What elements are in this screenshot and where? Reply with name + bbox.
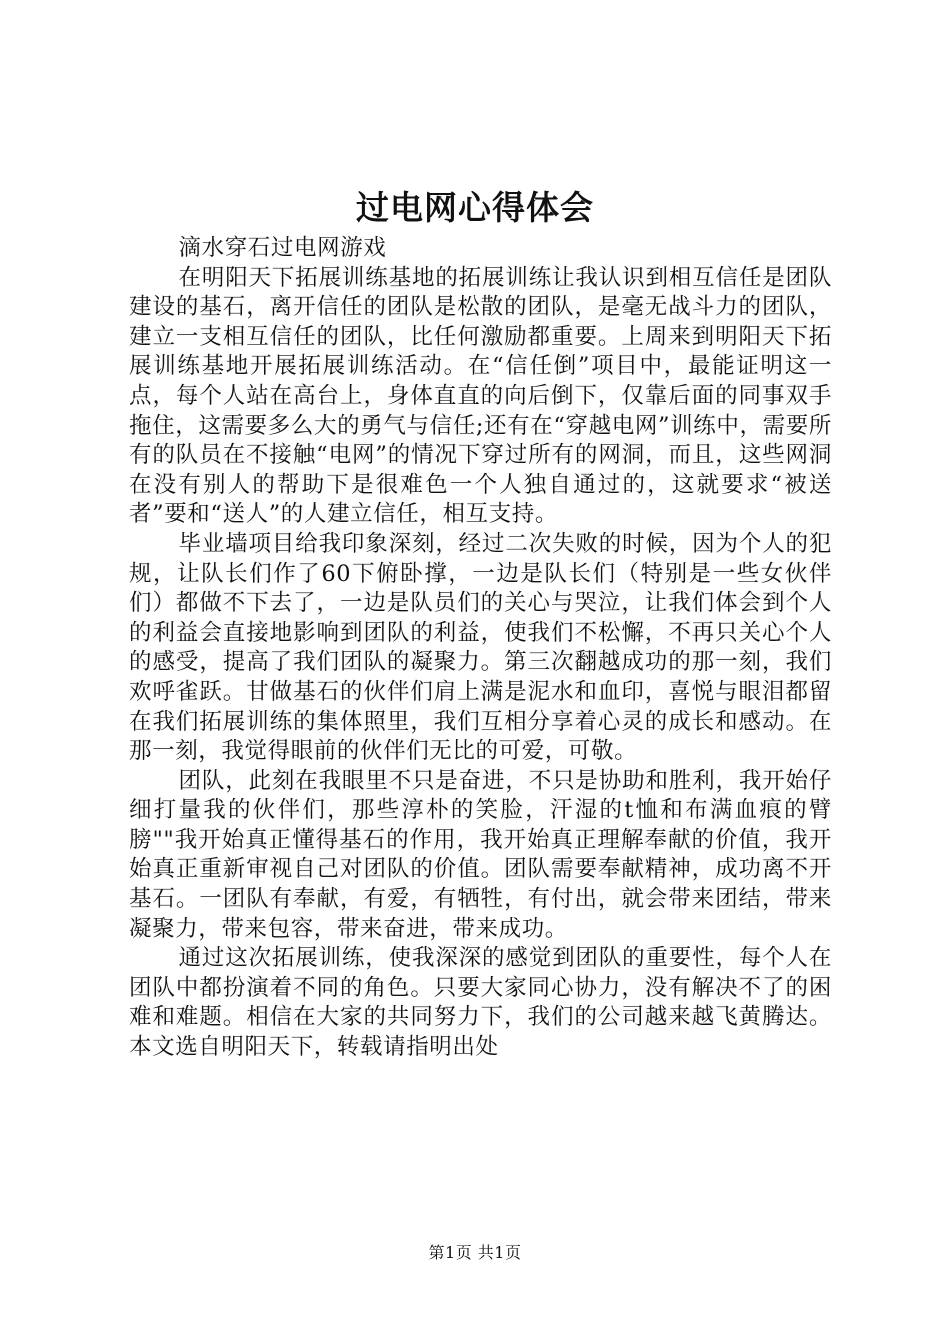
paragraph: 团队，此刻在我眼里不只是奋进，不只是协助和胜利，我开始仔细打量我的伙伴们，那些淳朴的笑脸，汗湿的t恤和布满血痕的臂膀""我开始真正懂得基石的作用，我开始真正理解奉献的价值，我开始真正重新审视自己对团队的价值。团队需要奉献精神，成功离不开基石。一团队有奉献，有爱，有牺牲，有付出，就会带来团结，带来凝聚力，带来包容，带来奋进，带来成功。: [129, 767, 832, 942]
paragraph: 在明阳天下拓展训练基地的拓展训练让我认识到相互信任是团队建设的基石，离开信任的团队是松散的团队，是毫无战斗力的团队，建立一支相互信任的团队，比任何激励都重要。上周来到明阳天下拓展训练基地开展拓展训练活动。在“信任倒”项目中，最能证明这一点，每个人站在高台上，身体直直的向后倒下，仅靠后面的同事双手拖住，这需要多么大的勇气与信任;还有在“穿越电网”训练中，需要所有的队员在不接触“电网”的情况下穿过所有的网洞，而且，这些网洞在没有别人的帮助下是很难色一个人独自通过的，这就要求“被送者”要和“送人”的人建立信任，相互支持。: [129, 264, 832, 528]
paragraph-subtitle: 滴水穿石过电网游戏: [178, 235, 387, 261]
paragraph: 毕业墙项目给我印象深刻，经过二次失败的时候，因为个人的犯规，让队长们作了60下俯卧撑，一边是队长们（特别是一些女伙伴们）都做不下去了，一边是队员们的关心与哭泣，让我们体会到个人的利益会直接地影响到团队的利益，使我们不松懈，不再只关心个人的感受，提高了我们团队的凝聚力。第三次翻越成功的那一刻，我们欢呼雀跃。甘做基石的伙伴们肩上满是泥水和血印，喜悦与眼泪都留在我们拓展训练的集体照里，我们互相分享着心灵的成长和感动。在那一刻，我觉得眼前的伙伴们无比的可爱，可敬。: [129, 530, 832, 765]
page-footer: 第1页 共1页: [428, 1243, 522, 1262]
document-body: [129, 234, 832, 1063]
document-title: 过电网心得体会: [356, 188, 594, 227]
paragraph: 通过这次拓展训练，使我深深的感觉到团队的重要性，每个人在团队中都扮演着不同的角色。只要大家同心协力，没有解决不了的困难和难题。相信在大家的共同努力下，我们的公司越来越飞黄腾达。本文选自明阳天下，转载请指明出处: [129, 945, 832, 1061]
